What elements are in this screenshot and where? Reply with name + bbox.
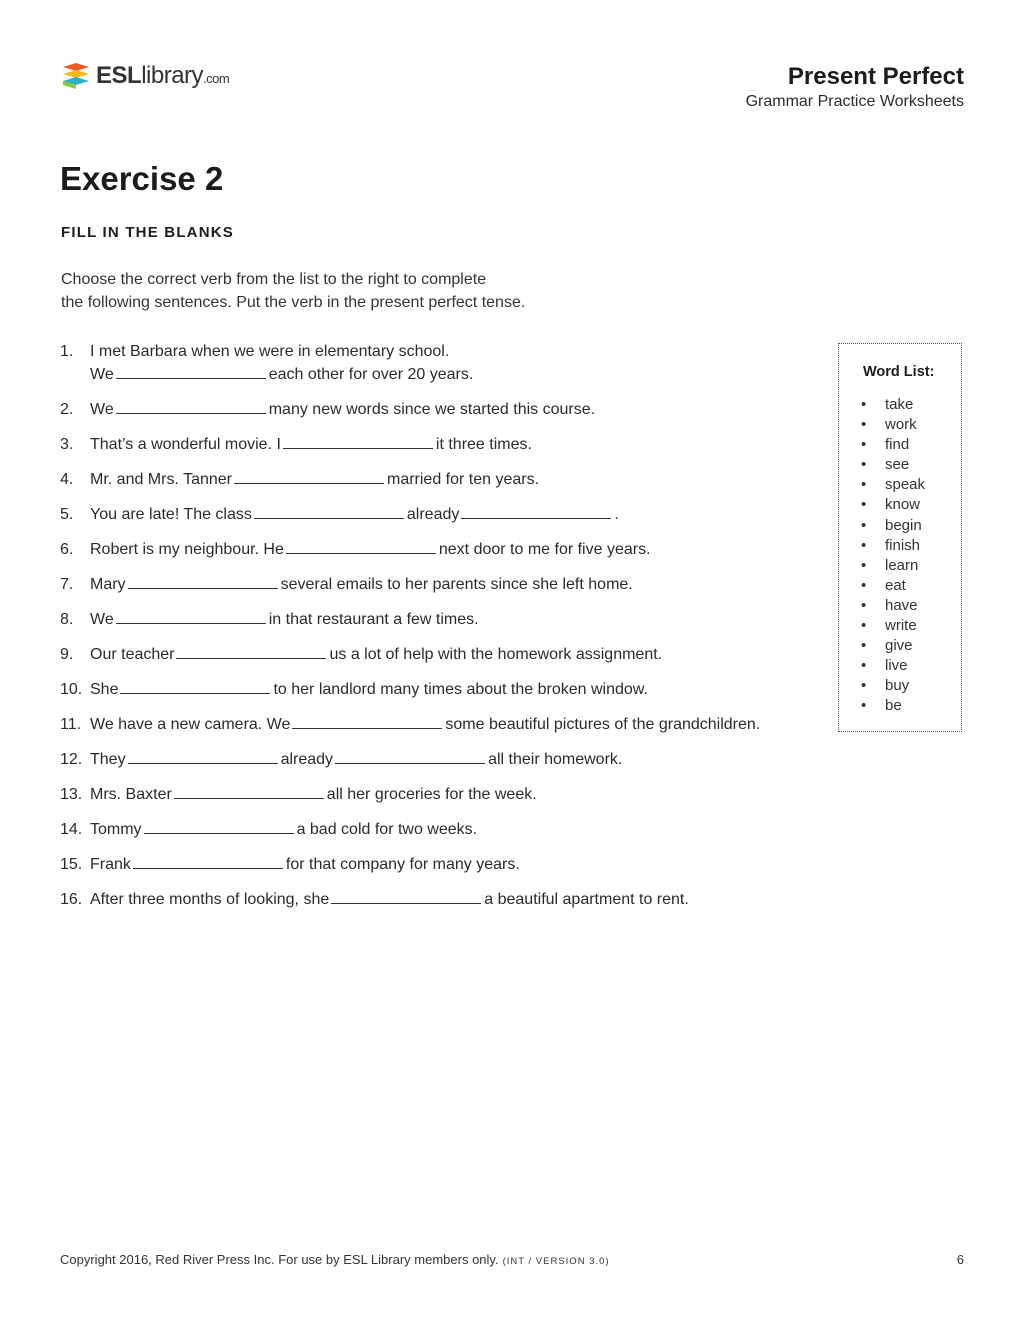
answer-blank[interactable] xyxy=(120,678,270,694)
word-list-item xyxy=(861,656,925,676)
word-list-item xyxy=(861,696,925,716)
document-subtitle: Grammar Practice Worksheets xyxy=(745,93,964,110)
question-7 xyxy=(60,573,830,596)
esl-library-logo xyxy=(61,60,229,92)
books-stack-icon xyxy=(61,61,91,91)
answer-blank[interactable] xyxy=(283,433,433,449)
answer-blank[interactable] xyxy=(254,503,404,519)
logo-lib: library xyxy=(141,62,204,89)
question-text: We xyxy=(90,366,114,383)
question-text: a bad cold for two weeks. xyxy=(296,821,478,838)
question-number: 1. xyxy=(60,343,74,360)
word-list-item xyxy=(861,556,925,576)
exercise-title: Exercise 2 xyxy=(60,160,224,197)
question-16 xyxy=(60,888,830,911)
word-list-item xyxy=(861,475,925,495)
bullet-icon: • xyxy=(861,436,867,454)
question-text: it three times. xyxy=(435,436,532,453)
question-text: already xyxy=(406,506,460,523)
question-number: 4. xyxy=(60,471,74,488)
word-list-word: live xyxy=(885,657,908,675)
word-list-word: buy xyxy=(885,677,910,695)
instructions-line-1: Choose the correct verb from the list to the right to complete xyxy=(61,271,487,288)
question-14 xyxy=(60,818,830,841)
question-text: to her landlord many times about the broken window. xyxy=(273,681,648,698)
question-text: next door to me for five years. xyxy=(438,541,651,558)
version-text: (INT / VERSION 3.0) xyxy=(502,1256,610,1267)
question-number: 10. xyxy=(60,681,83,698)
question-text: They xyxy=(90,751,126,768)
word-list-word: finish xyxy=(885,536,921,554)
logo-wordmark xyxy=(96,64,229,88)
answer-blank[interactable] xyxy=(128,573,278,589)
word-list-word: work xyxy=(885,416,917,434)
word-list xyxy=(861,395,925,717)
word-list-word: learn xyxy=(885,556,919,574)
answer-blank[interactable] xyxy=(128,748,278,764)
question-number: 11. xyxy=(60,716,82,733)
question-text: That’s a wonderful movie. I xyxy=(90,436,281,453)
question-text: Mrs. Baxter xyxy=(90,786,172,803)
question-text: . xyxy=(614,506,619,523)
answer-blank[interactable] xyxy=(174,783,324,799)
answer-blank[interactable] xyxy=(234,468,384,484)
question-9 xyxy=(60,643,830,666)
answer-blank[interactable] xyxy=(116,363,266,379)
footer-copyright xyxy=(60,1252,610,1267)
question-13 xyxy=(60,783,830,806)
word-list-item xyxy=(861,495,925,515)
answer-blank[interactable] xyxy=(331,888,481,904)
question-text: many new words since we started this course. xyxy=(268,401,596,418)
question-number: 14. xyxy=(60,821,83,838)
question-text: all her groceries for the week. xyxy=(326,786,537,803)
word-list-word: write xyxy=(885,617,917,635)
word-list-item xyxy=(861,636,925,656)
answer-blank[interactable] xyxy=(176,643,326,659)
question-text: us a lot of help with the homework assignment. xyxy=(329,646,663,663)
word-list-item xyxy=(861,676,925,696)
question-text: in that restaurant a few times. xyxy=(268,611,479,628)
bullet-icon: • xyxy=(861,496,867,514)
logo-brand: ESL xyxy=(96,62,142,89)
bullet-icon: • xyxy=(861,697,867,715)
question-3 xyxy=(60,433,830,456)
question-5 xyxy=(60,503,830,526)
question-text: already xyxy=(280,751,334,768)
bullet-icon: • xyxy=(861,416,867,434)
question-12 xyxy=(60,748,830,771)
document-header xyxy=(746,62,964,111)
answer-blank[interactable] xyxy=(144,818,294,834)
question-number: 8. xyxy=(60,611,74,628)
answer-blank[interactable] xyxy=(116,398,266,414)
bullet-icon: • xyxy=(861,476,867,494)
question-number: 3. xyxy=(60,436,74,453)
bullet-icon: • xyxy=(861,456,867,474)
copyright-text: Copyright 2016, Red River Press Inc. For use by ESL Library members only. xyxy=(60,1252,499,1267)
word-list-word: see xyxy=(885,456,910,474)
question-text: Mary xyxy=(90,576,126,593)
logo-domain: .com xyxy=(203,71,230,86)
word-list-word: eat xyxy=(885,576,906,594)
question-text: all their homework. xyxy=(488,751,623,768)
question-text: a beautiful apartment to rent. xyxy=(484,891,689,908)
word-list-word: be xyxy=(885,697,902,715)
question-text: Robert is my neighbour. He xyxy=(90,541,284,558)
answer-blank[interactable] xyxy=(116,608,266,624)
question-8 xyxy=(60,608,830,631)
instructions xyxy=(61,268,621,314)
question-6 xyxy=(60,538,830,561)
word-list-item xyxy=(861,576,925,596)
bullet-icon: • xyxy=(861,536,867,554)
document-title: Present Perfect xyxy=(787,63,964,90)
question-number: 7. xyxy=(60,576,74,593)
question-text: Our teacher xyxy=(90,646,175,663)
question-text: Frank xyxy=(90,856,131,873)
question-11 xyxy=(60,713,830,736)
answer-blank[interactable] xyxy=(133,853,283,869)
answer-blank[interactable] xyxy=(335,748,485,764)
question-number: 12. xyxy=(60,751,83,768)
question-text: I met Barbara when we were in elementary school. xyxy=(90,343,450,360)
question-text: We xyxy=(90,611,114,628)
word-list-title: Word List: xyxy=(863,364,935,380)
question-text: some beautiful pictures of the grandchildren. xyxy=(445,716,761,733)
question-text: We have a new camera. We xyxy=(90,716,291,733)
question-15 xyxy=(60,853,830,876)
question-number: 2. xyxy=(60,401,74,418)
word-list-word: take xyxy=(885,396,914,413)
question-text: for that company for many years. xyxy=(285,856,520,873)
word-list-word: give xyxy=(885,637,913,655)
question-number: 5. xyxy=(60,506,74,523)
question-text: You are late! The class xyxy=(90,506,252,523)
question-2 xyxy=(60,398,830,421)
question-number: 6. xyxy=(60,541,74,558)
word-list-item xyxy=(861,415,925,435)
bullet-icon: • xyxy=(861,617,867,635)
word-list-item xyxy=(861,455,925,475)
question-text: each other for over 20 years. xyxy=(268,366,474,383)
bullet-icon: • xyxy=(861,596,867,614)
word-list-item xyxy=(861,435,925,455)
bullet-icon: • xyxy=(861,576,867,594)
bullet-icon: • xyxy=(861,516,867,534)
word-list-word: know xyxy=(885,496,921,514)
word-list-word: have xyxy=(885,596,918,614)
question-text: She xyxy=(90,681,119,698)
word-list-item xyxy=(861,616,925,636)
question-number: 9. xyxy=(60,646,74,663)
question-text: Tommy xyxy=(90,821,142,838)
word-list-item xyxy=(861,516,925,536)
question-10 xyxy=(60,678,830,701)
bullet-icon: • xyxy=(861,677,867,695)
instructions-line-2: the following sentences. Put the verb in the present perfect tense. xyxy=(61,294,526,311)
bullet-icon: • xyxy=(861,396,867,413)
question-text: After three months of looking, she xyxy=(90,891,330,908)
bullet-icon: • xyxy=(861,657,867,675)
answer-blank[interactable] xyxy=(461,503,611,519)
word-list-word: speak xyxy=(885,476,926,494)
word-list-item xyxy=(861,596,925,616)
bullet-icon: • xyxy=(861,556,867,574)
question-text: Mr. and Mrs. Tanner xyxy=(90,471,232,488)
word-list-box xyxy=(838,343,962,732)
question-4 xyxy=(60,468,830,491)
word-list-word: find xyxy=(885,436,910,454)
answer-blank[interactable] xyxy=(286,538,436,554)
question-text: several emails to her parents since she left home. xyxy=(280,576,633,593)
section-label: FILL IN THE BLANKS xyxy=(61,224,234,241)
page-number: 6 xyxy=(956,1252,964,1267)
question-text: married for ten years. xyxy=(386,471,540,488)
answer-blank[interactable] xyxy=(292,713,442,729)
question-number: 13. xyxy=(60,786,83,803)
word-list-item xyxy=(861,395,925,415)
question-list xyxy=(60,340,830,923)
question-number: 15. xyxy=(60,856,83,873)
word-list-item xyxy=(861,536,925,556)
question-1 xyxy=(60,340,830,386)
question-text: We xyxy=(90,401,114,418)
question-number: 16. xyxy=(60,891,83,908)
bullet-icon: • xyxy=(861,637,867,655)
word-list-word: begin xyxy=(885,516,922,534)
